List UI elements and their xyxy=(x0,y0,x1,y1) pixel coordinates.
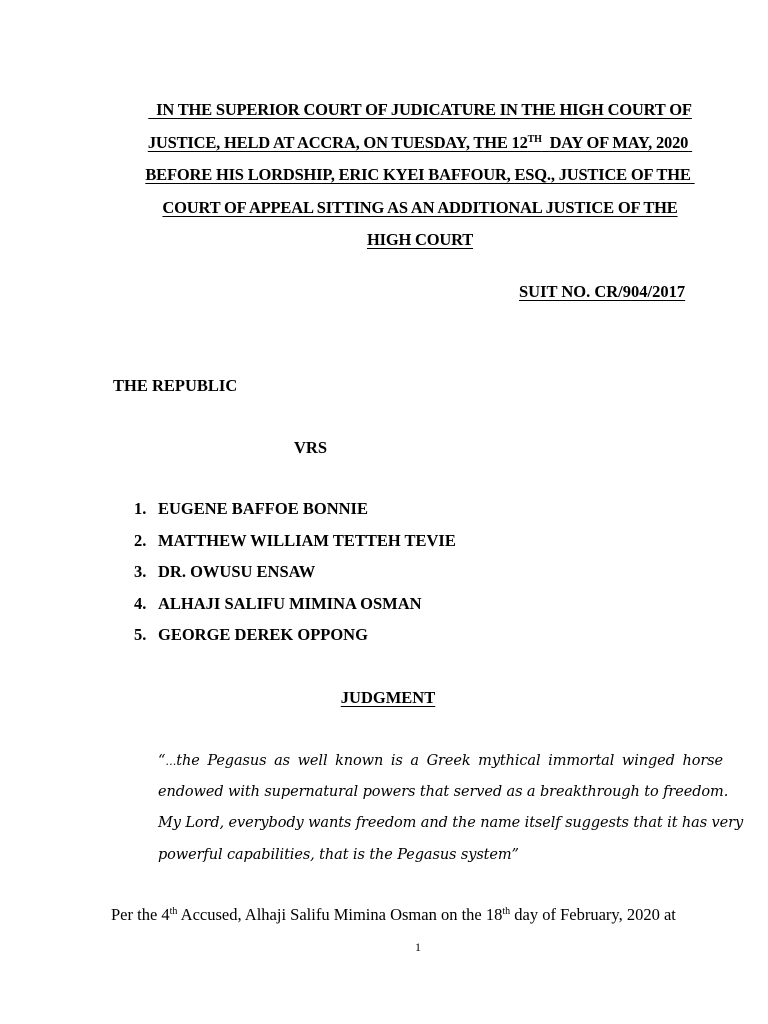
quote-line-2: endowed with supernatural powers that served as a breakthrough to freedom. xyxy=(158,784,729,801)
heading-line-4 xyxy=(100,192,740,225)
heading-line-1-text: IN THE SUPERIOR COURT OF JUDICATURE IN THE HIGH COURT OF xyxy=(156,100,692,119)
accused-name: DR. OWUSU ENSAW xyxy=(158,562,316,581)
heading-line-2 xyxy=(100,127,740,160)
heading-line-3-text: BEFORE HIS LORDSHIP, ERIC KYEI BAFFOUR, ESQ., JUSTICE OF THE xyxy=(145,165,691,184)
heading-line-4-text: COURT OF APPEAL SITTING AS AN ADDITIONAL JUSTICE OF THE xyxy=(162,197,678,217)
quote-line-4: powerful capabilities, that is the Pegasus system” xyxy=(158,846,519,863)
ordinal-sup-2: th xyxy=(502,906,511,917)
paragraph-text-2: Accused, Alhaji Salifu Mimina Osman on the 18 xyxy=(177,905,503,924)
judgment-title: JUDGMENT xyxy=(340,688,436,707)
accused-name: ALHAJI SALIFU MIMINA OSMAN xyxy=(158,593,422,613)
list-item xyxy=(134,500,456,532)
quote-line-1-text: the Pegasus as well known is a Greek mythical immortal winged horse xyxy=(176,753,723,769)
quote-line-3: My Lord, everybody wants freedom and the name itself suggests that it has very xyxy=(158,815,744,832)
quote-line-1 xyxy=(158,746,723,777)
list-item xyxy=(134,626,456,658)
versus-label: VRS xyxy=(294,438,328,457)
heading-ordinal-sup: TH xyxy=(527,133,542,145)
list-item-number: 5. xyxy=(134,625,147,644)
heading-line-5-text: HIGH COURT xyxy=(366,230,474,249)
heading-line-1 xyxy=(100,94,740,127)
suit-number: SUIT NO. CR/904/2017 xyxy=(519,282,686,301)
opening-quote-block xyxy=(158,746,744,871)
list-item-number: 2. xyxy=(134,530,147,550)
ordinal-sup-1: th xyxy=(169,906,178,917)
heading-line-2-pre: JUSTICE, HELD AT ACCRA, ON TUESDAY, THE 12 xyxy=(147,132,528,152)
list-item xyxy=(134,563,456,595)
heading-line-3 xyxy=(100,159,740,192)
accused-name: EUGENE BAFFOE BONNIE xyxy=(158,499,368,518)
accused-name: MATTHEW WILLIAM TETTEH TEVIE xyxy=(158,530,456,550)
court-heading xyxy=(100,94,740,257)
list-item-number: 4. xyxy=(134,593,147,613)
heading-line-5 xyxy=(100,224,740,257)
body-paragraph xyxy=(111,905,724,925)
list-item-number: 1. xyxy=(134,499,147,518)
plaintiff-name: THE REPUBLIC xyxy=(113,376,238,395)
paragraph-text-3: day of February, 2020 at xyxy=(510,905,676,924)
accused-name: GEORGE DEREK OPPONG xyxy=(158,625,368,644)
paragraph-text-1: Per the 4 xyxy=(111,905,170,924)
heading-line-2-post: DAY OF MAY, 2020 xyxy=(549,132,689,152)
list-item xyxy=(134,532,456,564)
list-item xyxy=(134,595,456,627)
list-item-number: 3. xyxy=(134,562,147,581)
quote-open-mark: “ xyxy=(158,753,166,769)
accused-list xyxy=(134,500,456,658)
quote-ellipsis: … xyxy=(165,755,177,768)
page-number: 1 xyxy=(415,940,421,954)
